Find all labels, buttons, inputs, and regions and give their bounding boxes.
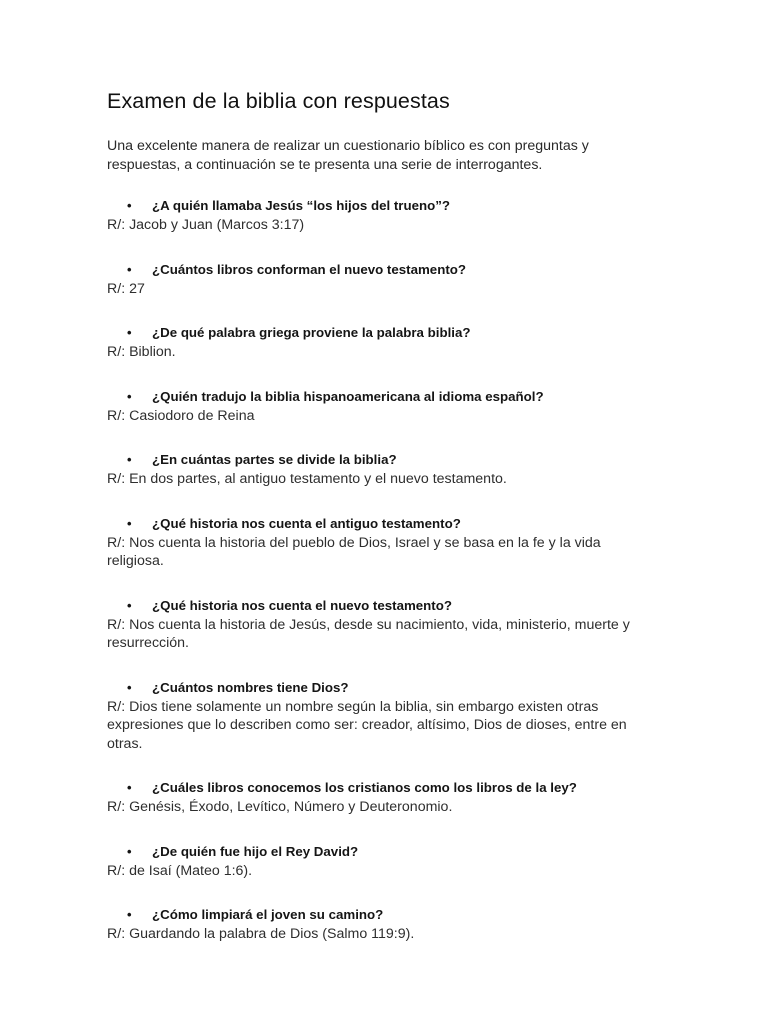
qa-item — [107, 904, 647, 944]
question-row — [107, 595, 647, 616]
question-text: ¿Qué historia nos cuenta el antiguo testamento? — [152, 515, 461, 531]
bullet-icon: • — [127, 261, 132, 277]
qa-item — [107, 777, 647, 817]
question-text: ¿Cuántos libros conforman el nuevo testamento? — [152, 261, 466, 277]
question-text: ¿Cuántos nombres tiene Dios? — [152, 679, 349, 695]
answer-text: R/: En dos partes, al antiguo testamento y el nuevo testamento. — [107, 471, 507, 487]
bullet-icon: • — [127, 198, 132, 213]
page-title: Examen de la biblia con respuestas — [107, 89, 450, 113]
question-row — [107, 904, 647, 925]
question-row — [107, 386, 647, 407]
bullet-icon: • — [127, 325, 132, 340]
answer-text: R/: Biblion. — [107, 344, 176, 360]
intro-paragraph: Una excelente manera de realizar un cuestionario bíblico es con preguntas y respuestas, a continuación se te presenta una serie de interrogantes. — [107, 138, 589, 173]
qa-item — [107, 259, 647, 299]
bullet-icon: • — [127, 597, 132, 613]
bullet-icon: • — [127, 843, 132, 859]
qa-item — [107, 386, 647, 426]
question-text: ¿De qué palabra griega proviene la palabra biblia? — [152, 325, 471, 340]
qa-item — [107, 841, 647, 881]
answer-text: R/: Casiodoro de Reina — [107, 407, 255, 424]
question-text: ¿Cuáles libros conocemos los cristianos como los libros de la ley? — [152, 780, 577, 795]
bullet-icon: • — [127, 780, 132, 795]
question-row — [107, 259, 647, 280]
question-text: ¿Quién tradujo la biblia hispanoamericana al idioma español? — [152, 388, 544, 404]
answer-text: R/: de Isaí (Mateo 1:6). — [107, 862, 253, 879]
question-row — [107, 322, 647, 343]
bullet-icon: • — [127, 679, 132, 695]
answer-text: R/: Guardando la palabra de Dios (Salmo 119:9). — [107, 926, 415, 942]
bullet-icon: • — [127, 907, 132, 922]
qa-item — [107, 449, 647, 489]
question-text: ¿Cómo limpiará el joven su camino? — [152, 907, 384, 922]
question-row — [107, 513, 647, 534]
qa-item — [107, 195, 647, 235]
bullet-icon: • — [127, 452, 132, 467]
qa-item — [107, 677, 647, 754]
question-text: ¿En cuántas partes se divide la biblia? — [152, 452, 397, 467]
bullet-icon: • — [127, 388, 132, 404]
question-row — [107, 449, 647, 470]
bullet-icon: • — [127, 515, 132, 531]
question-row — [107, 777, 647, 798]
question-list — [107, 195, 647, 968]
question-row — [107, 841, 647, 862]
question-text: ¿De quién fue hijo el Rey David? — [152, 843, 359, 859]
answer-text: R/: Nos cuenta la historia del pueblo de Dios, Israel y se basa en la fe y la vida religiosa. — [107, 534, 601, 569]
answer-text: R/: Dios tiene solamente un nombre según la biblia, sin embargo existen otras expresiones que lo describen como ser: creador, altísimo, Dios de dioses, entre en otras. — [107, 698, 627, 752]
answer-text: R/: Nos cuenta la historia de Jesús, desde su nacimiento, vida, ministerio, muerte y resurrección. — [107, 616, 630, 651]
question-text: ¿Qué historia nos cuenta el nuevo testamento? — [152, 597, 452, 613]
answer-text: R/: Jacob y Juan (Marcos 3:17) — [107, 217, 305, 233]
qa-item — [107, 322, 647, 362]
answer-text: R/: Genésis, Éxodo, Levítico, Número y Deuteronomio. — [107, 799, 453, 815]
question-row — [107, 677, 647, 698]
qa-item — [107, 595, 647, 653]
answer-text: R/: 27 — [107, 280, 145, 297]
question-row — [107, 195, 647, 216]
qa-item — [107, 513, 647, 571]
question-text: ¿A quién llamaba Jesús “los hijos del trueno”? — [152, 198, 451, 213]
